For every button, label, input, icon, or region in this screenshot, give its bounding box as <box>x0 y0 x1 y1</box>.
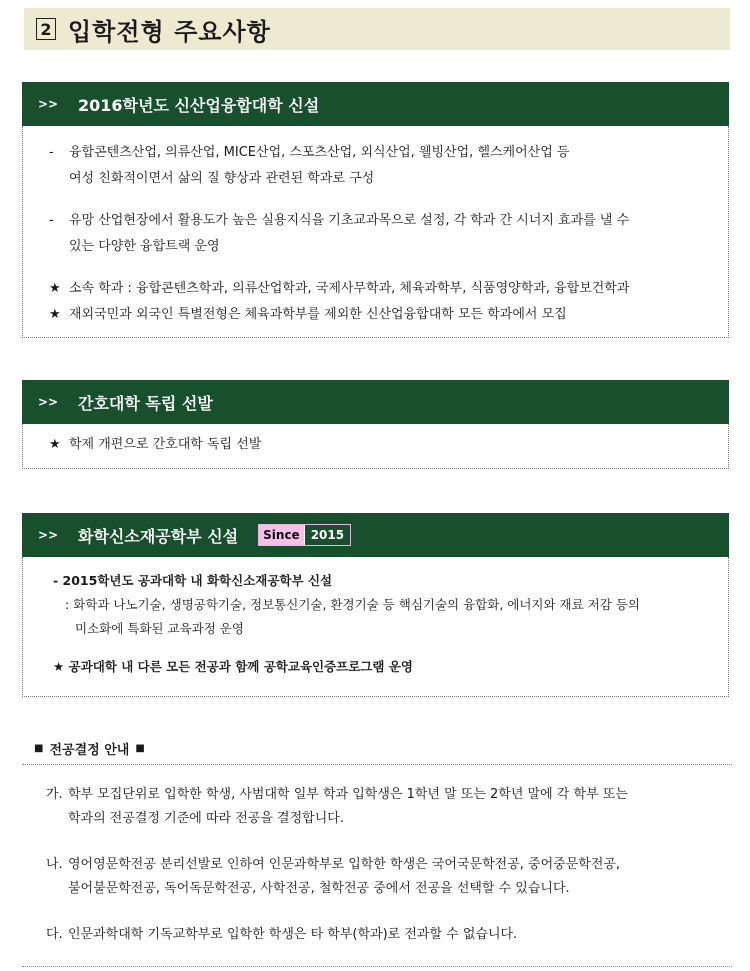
list-item <box>49 276 629 302</box>
section-title: 2016학년도 신산업융합대학 신설 <box>78 95 320 115</box>
item-text: 유망 산업현장에서 활용도가 높은 실용지식을 기초교과목으로 설정, 각 학과 간 시너지 효과를 낼 수 <box>69 213 630 228</box>
section-header <box>22 82 729 126</box>
star-icon: ★ <box>49 307 61 322</box>
section-body <box>22 424 729 469</box>
list-item <box>49 432 728 458</box>
section-number: 2 <box>40 19 52 39</box>
guide-body <box>22 765 732 967</box>
square-bullet-icon: ■ <box>34 742 44 754</box>
guide-item <box>46 853 732 877</box>
item-text-continued: 불어불문학전공, 독어독문학전공, 사학전공, 철학전공 중에서 전공을 선택할 수 있습니다. <box>68 881 570 896</box>
section-number-box <box>36 18 56 40</box>
item-text-continued: 여성 친화적이면서 삶의 질 향상과 관련된 학과로 구성 <box>69 171 375 186</box>
description-text-continued: 미소화에 특화된 교육과정 운영 <box>75 621 244 636</box>
item-text: 재외국민과 외국인 특별전형은 체육과학부를 제외한 신산업융합대학 모든 학과에서 모집 <box>69 307 567 322</box>
section-chem-engineering <box>22 513 729 697</box>
item-text-continued: 있는 다양한 융합트랙 운영 <box>69 239 220 254</box>
dash-marker: - <box>49 213 54 228</box>
item-text: 학부 모집단위로 입학한 학생, 사범대학 일부 학과 입학생은 1학년 말 또는 2학년 말에 각 학부 또는 <box>68 787 628 802</box>
section-title: 간호대학 독립 선발 <box>78 393 213 413</box>
page-title: 입학전형 주요사항 <box>68 17 271 46</box>
chevron-icon: >> <box>37 528 59 542</box>
major-decision-guide <box>22 732 732 967</box>
page-header <box>24 8 730 50</box>
since-year: 2015 <box>304 525 350 545</box>
guide-item <box>46 783 732 807</box>
guide-title: 전공결정 안내 <box>49 742 130 758</box>
item-text: 융합콘텐츠산업, 의류산업, MICE산업, 스포츠산업, 외식산업, 웰빙산업, 헬스케어산업 등 <box>69 145 570 160</box>
chevron-icon: >> <box>37 97 59 111</box>
list-item <box>49 208 629 234</box>
item-text: 영어영문학전공 분리선발로 인하여 인문과학부로 입학한 학생은 국어국문학전공, 중어중문학전공, <box>68 857 621 872</box>
list-item <box>49 140 629 166</box>
item-text-continued: 학과의 전공결정 기준에 따라 전공을 결정합니다. <box>68 811 344 826</box>
dash-marker: - <box>49 145 54 160</box>
item-text: 인문과학대학 기독교학부로 입학한 학생은 타 학부(학과)로 전과할 수 없습니다. <box>68 927 518 942</box>
item-text: 학제 개편으로 간호대학 독립 선발 <box>69 437 262 452</box>
section-body <box>22 126 729 338</box>
chevron-icon: >> <box>37 395 59 409</box>
star-icon: ★ <box>49 437 61 452</box>
sub-heading: - 2015학년도 공과대학 내 화학신소재공학부 신설 <box>53 573 333 588</box>
section-title: 화학신소재공학부 신설 <box>78 526 239 546</box>
item-marker: 나. <box>46 857 63 872</box>
section-new-college <box>22 82 729 338</box>
section-header <box>22 513 729 557</box>
list-item <box>49 302 629 328</box>
section-header <box>22 380 729 424</box>
guide-title-row <box>22 732 732 765</box>
square-bullet-icon: ■ <box>135 742 145 754</box>
item-text: 소속 학과 : 융합콘텐츠학과, 의류산업학과, 국제사무학과, 체육과학부, 식품영양학과, 융합보건학과 <box>69 281 630 296</box>
section-nursing <box>22 380 729 469</box>
section-body <box>22 557 729 697</box>
item-marker: 가. <box>46 787 63 802</box>
since-label: Since <box>259 525 304 545</box>
guide-item <box>46 923 732 947</box>
star-icon: ★ <box>49 281 61 296</box>
description-text: : 화학과 나노기술, 생명공학기술, 정보통신기술, 환경기술 등 핵심기술의 융합화, 에너지와 재료 저감 등의 <box>65 597 640 612</box>
item-marker: 다. <box>46 927 63 942</box>
since-badge <box>258 524 351 546</box>
star-note: ★ 공과대학 내 다른 모든 전공과 함께 공학교육인증프로그램 운영 <box>53 659 413 674</box>
